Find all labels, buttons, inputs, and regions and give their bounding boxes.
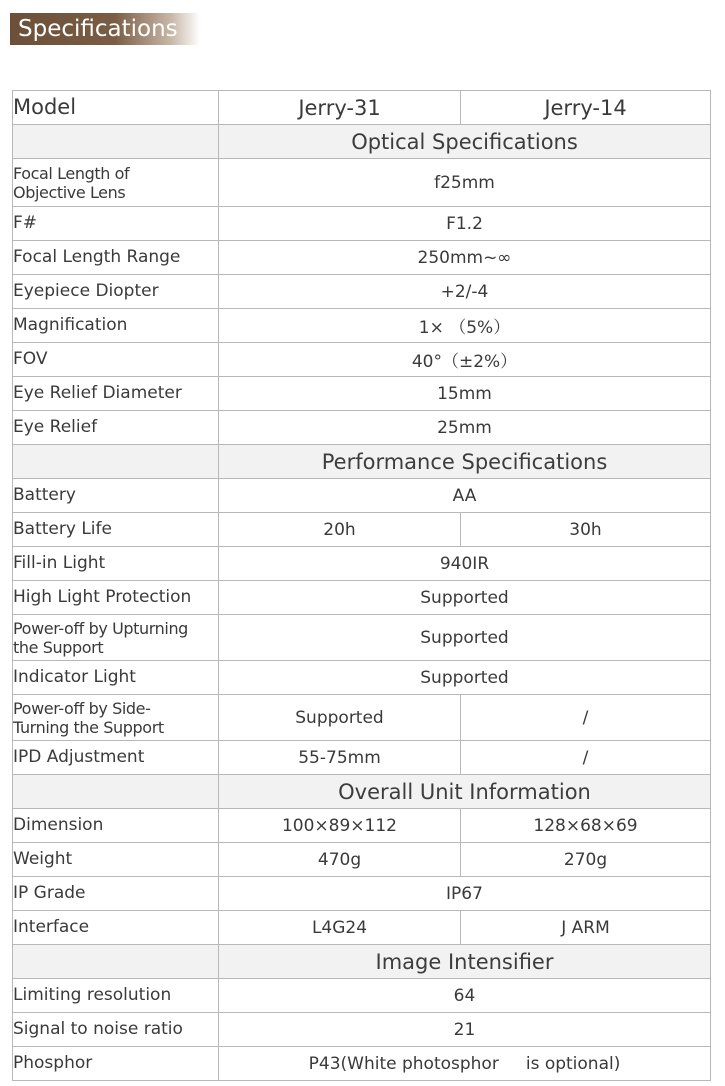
table-row [13, 911, 711, 945]
specifications-table [12, 90, 711, 1081]
row-label: Weight [13, 843, 219, 877]
row-value-a: Supported [219, 695, 461, 741]
model-label: Model [13, 91, 219, 125]
row-label: Phosphor [13, 1047, 219, 1081]
row-label-line2: Turning the Support [13, 717, 164, 737]
row-label: Battery [13, 479, 219, 513]
row-label: Eye Relief [13, 411, 219, 445]
table-row [13, 877, 711, 911]
table-row [13, 377, 711, 411]
section-spacer [13, 945, 219, 979]
model-a-header: Jerry-31 [219, 91, 461, 125]
row-label: Magnification [13, 309, 219, 343]
table-row [13, 513, 711, 547]
row-label [13, 695, 219, 741]
row-label-line2: Objective Lens [13, 182, 126, 202]
row-value-b: 270g [461, 843, 711, 877]
row-value-a: 55-75mm [219, 741, 461, 775]
section-row [13, 125, 711, 159]
table-row [13, 207, 711, 241]
header-title: Specifications [18, 16, 178, 42]
table-row [13, 241, 711, 275]
table-row [13, 615, 711, 661]
row-label: Interface [13, 911, 219, 945]
row-value-b: 30h [461, 513, 711, 547]
row-value-b: 128×68×69 [461, 809, 711, 843]
row-label: Signal to noise ratio [13, 1013, 219, 1047]
row-label: Limiting resolution [13, 979, 219, 1013]
table-row [13, 159, 711, 207]
row-label: IP Grade [13, 877, 219, 911]
row-value: P43(White photosphor is optional) [219, 1047, 711, 1081]
row-label: F# [13, 207, 219, 241]
table-row [13, 809, 711, 843]
row-value: 40°（±2%） [219, 343, 711, 377]
table-row [13, 411, 711, 445]
table-row [13, 661, 711, 695]
row-value: F1.2 [219, 207, 711, 241]
row-label-line1: Focal Length of [13, 163, 130, 183]
row-value-a: L4G24 [219, 911, 461, 945]
row-value: 25mm [219, 411, 711, 445]
table-row [13, 843, 711, 877]
row-value: 940IR [219, 547, 711, 581]
row-value: Supported [219, 581, 711, 615]
section-row [13, 445, 711, 479]
row-label: Focal Length Range [13, 241, 219, 275]
row-label: Indicator Light [13, 661, 219, 695]
row-value-b: / [461, 741, 711, 775]
table-row [13, 1047, 711, 1081]
row-value: Supported [219, 615, 711, 661]
row-label [13, 159, 219, 207]
row-value-a: 470g [219, 843, 461, 877]
row-value: +2/-4 [219, 275, 711, 309]
row-label: FOV [13, 343, 219, 377]
row-value-b: J ARM [461, 911, 711, 945]
row-label: Fill-in Light [13, 547, 219, 581]
row-value: 64 [219, 979, 711, 1013]
table-header-row [13, 91, 711, 125]
section-spacer [13, 445, 219, 479]
row-label: IPD Adjustment [13, 741, 219, 775]
row-label-line1: Power-off by Side- [13, 698, 151, 718]
table-row [13, 741, 711, 775]
table-row [13, 979, 711, 1013]
row-value: 250mm~∞ [219, 241, 711, 275]
specifications-header [10, 13, 200, 45]
row-value-a: 20h [219, 513, 461, 547]
row-value: 1× （5%） [219, 309, 711, 343]
table-row [13, 695, 711, 741]
section-intensifier: Image Intensifier [219, 945, 711, 979]
row-value: Supported [219, 661, 711, 695]
row-label: Eyepiece Diopter [13, 275, 219, 309]
row-value-b: / [461, 695, 711, 741]
table-row [13, 547, 711, 581]
section-overall: Overall Unit Information [219, 775, 711, 809]
row-value: f25mm [219, 159, 711, 207]
section-row [13, 775, 711, 809]
section-spacer [13, 125, 219, 159]
row-label-line1: Power-off by Upturning [13, 618, 188, 638]
table-row [13, 343, 711, 377]
row-value: 15mm [219, 377, 711, 411]
table-row [13, 1013, 711, 1047]
row-value: IP67 [219, 877, 711, 911]
table-row [13, 479, 711, 513]
table-row [13, 581, 711, 615]
section-row [13, 945, 711, 979]
table-row [13, 309, 711, 343]
section-performance: Performance Specifications [219, 445, 711, 479]
table-row [13, 275, 711, 309]
row-label: High Light Protection [13, 581, 219, 615]
row-label-line2: the Support [13, 637, 104, 657]
row-label: Eye Relief Diameter [13, 377, 219, 411]
section-optical: Optical Specifications [219, 125, 711, 159]
row-label: Battery Life [13, 513, 219, 547]
row-value-a: 100×89×112 [219, 809, 461, 843]
row-value: 21 [219, 1013, 711, 1047]
section-spacer [13, 775, 219, 809]
model-b-header: Jerry-14 [461, 91, 711, 125]
row-value: AA [219, 479, 711, 513]
row-label [13, 615, 219, 661]
row-label: Dimension [13, 809, 219, 843]
